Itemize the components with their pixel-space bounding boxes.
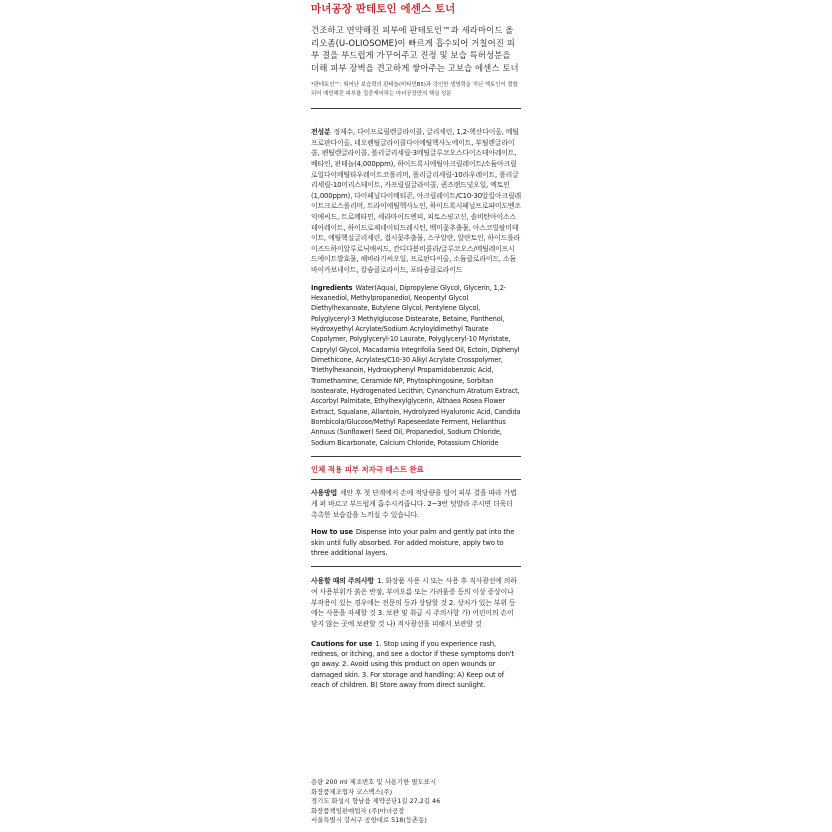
cautions-korean-label: 사용할 때의 주의사항 [311, 577, 375, 585]
label-column [311, 0, 521, 825]
ingredients-english-text: Water(Aqua), Dipropylene Glycol, Glycerin, 1,2-Hexanediol, Methylpropanediol, Neopentyl Glycol Diethylhexanoate, Butylene Glycol, Pentylene Glycol, Polyglyceryl-3 Methylglucose Distearate, Betaine, Panthenol, Hydroxyethyl Acrylate/Sodium Acryloyldimethyl Taurate Copolymer, Polyglyceryl-10 Laurate, Polyglyceryl-10 Myristate, Caprylyl Glycol, Macadamia Integrifolia Seed Oil, Ectoin, Diphenyl Dimethicone, Acrylates/C10-30 Alkyl Acrylate Crosspolymer, Triethylhexanoin, Hydroxyphenyl Propamidobenzoic Acid, Tromethamine, Ceramide NP, Phytosphingosine, Sorbitan Isostearate, Hydrogenated Lecithin, Cynanchum Atratum Extract, Ascorbyl Palmitate, Ethylhexylglycerin, Althaea Rosea Flower Extract, Squalane, Allantoin, Hydrolyzed Hyaluronic Acid, Candida Bombicola/Glucose/Methyl Rapeseedate Ferment, Helianthus Annuus (Sunflower) Seed Oil, Propanediol, Sodium Chloride, Sodium Bicarbonate, Calcium Chloride, Potassium Chloride [311, 283, 521, 447]
cautions-english [311, 639, 521, 690]
divider [311, 479, 521, 480]
ingredients-korean [311, 127, 521, 275]
manufacturer-line: 화장품제조업자 코스맥스(주) [311, 787, 393, 796]
divider [311, 566, 521, 567]
ingredients-english [311, 283, 521, 449]
cautions-english-text: 1. Stop using if you experience rash, redness, or itching, and see a doctor if these symptoms don't go away. 2. Avoid using this product on open wounds or damaged skin. 3. For storage and handling: A) Keep out of reach of children. B) Store away from direct sunlight. [311, 639, 515, 689]
manufacturer-address: 경기도 화성시 향남읍 제약공단1길 27,2길 46 [311, 797, 441, 806]
usage-english-text: Dispense into your palm and gently pat into the skin until fully absorbed. For added moisture, apply two to three additional layers. [311, 528, 515, 557]
usage-korean-label: 사용방법 [311, 489, 338, 497]
footnote: *판테토인™: 뛰어난 보습력의 판테놀(비타민B5)과 강인한 생명력을 지닌 엑토인이 결합되어 예민해진 피부를 집중케어하는 마녀공장만의 핵심 성분 [311, 82, 518, 97]
product-info [311, 778, 521, 826]
ingredients-korean-label: 전성분 [311, 128, 331, 137]
usage-english [311, 527, 521, 558]
product-description: 건조하고 연약해진 피부에 판테토인™과 세라마이드 올리오좀(U-OLIOSOME)이 빠르게 흡수되어 거칠어진 피부 결을 부드럽게 가꾸어주고 진정 및 보습 특허성분을 더해 피부 장벽을 견고하게 쌓아주는 고보습 에센스 토너 [311, 25, 519, 73]
skin-test-title: 인체 적용 피부 저자극 테스트 완료 [311, 465, 424, 474]
cautions-korean [311, 576, 521, 630]
product-title: 마녀공장 판테토인 에센스 토너 [311, 3, 456, 15]
usage-english-label: How to use [311, 528, 353, 537]
usage-korean-text: 세안 후 첫 단계에서 손에 적당량을 덜어 피부 결을 따라 가볍게 펴 바르고 부드럽게 흡수시켜줍니다. 2~3번 덧발라 주시면 더욱더 촉촉한 보습감을 느끼실 수 있습니다. [311, 489, 517, 519]
divider [311, 456, 521, 457]
seller-address: 서울특별시 강서구 공항대로 518(등촌동) [311, 816, 427, 825]
divider [311, 108, 521, 109]
volume-line: 용량 200 ml 제조번호 및 사용기한 별도표시 [311, 778, 436, 786]
ingredients-english-label: Ingredients [311, 283, 353, 292]
ingredients-korean-text: 정제수, 다이프로필렌글라이콜, 글리세린, 1,2-헥산다이올, 메틸프로판다이올, 네오펜틸글라이콜다이에틸헥사노에이트, 부틸렌글라이콜, 펜틸렌글라이콜, 폴리글리세릴-3메틸글루코오스다이스테아레이트, 베타인, 판테놀(4,000ppm), 하이드록시에틸아크릴레이트/소듐아크릴로일다이메틸타우레이트코폴리머, 폴리글리세릴-10라우레이트, 폴리글리세릴-10미리스테이트, 카프릴릴글라이콜, 퀸즈랜드넛오일, 엑토인(1,000ppm), 다이페닐다이메티콘, 아크릴레이트/C10-30알킬아크릴레이트크로스폴리머, 트라이에틸헥사노인, 하이드록시페닐프로파미도벤조익애씨드, 트로메타민, 세라마이드엔피, 피토스핑고신, 솔비탄아이소스테아레이트, 하이드로제네이티드레시틴, 백미꽃추출물, 아스코빌팔미테이트, 에틸헥실글리세린, 접시꽃추출물, 스쿠알란, 알란토인, 하이드롤라이즈드하이알루로닉애씨드, 칸디다봄비콜라/글루코오스/메틸레이프시드에이트발효물, 해바라기씨오일, 프로판다이올, 소듐클로라이드, 소듐바이카보네이트, 칼슘클로라이드, 포타슘클로라이드 [311, 128, 521, 274]
cautions-english-label: Cautions for use [311, 639, 373, 648]
seller-line: 화장품책임판매업자 (주)마녀공장 [311, 806, 405, 815]
cautions-korean-text: 1. 화장품 사용 시 또는 사용 후 직사광선에 의하여 사용부위가 붉은 반점, 부어오름 또는 가려움증 등의 이상 증상이나 부작용이 있는 경우에는 전문의 등과 상담할 것 2. 상처가 있는 부위 등에는 사용을 자제할 것 3. 보관 및 취급 시 주의사항 가) 어린이의 손이 닿지 않는 곳에 보관할 것 나) 직사광선을 피해서 보관할 것 [311, 577, 517, 629]
usage-korean [311, 488, 521, 520]
